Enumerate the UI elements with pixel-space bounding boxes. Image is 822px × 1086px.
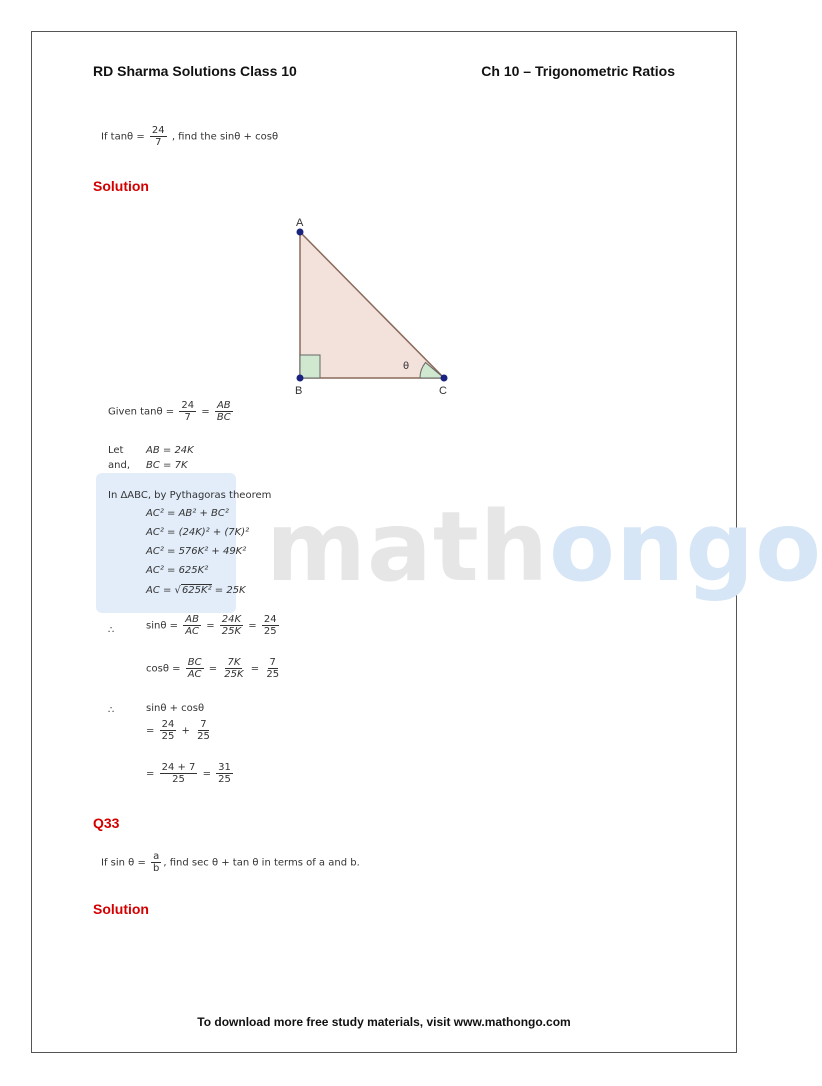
point-a (297, 229, 304, 236)
q33-text: If sin θ = $\frac{a}{b}$ , find sec θ + tan θ in terms of a and b. (101, 851, 360, 874)
triangle-abc (300, 232, 444, 378)
point-b (297, 375, 304, 382)
pythagoras-step-4: AC² = 625K² (146, 565, 209, 576)
footer-download-note: To download more free study materials, visit www.mathongo.com (197, 1015, 571, 1029)
triangle-figure (280, 210, 470, 400)
label-theta: θ (403, 361, 410, 372)
pythagoras-step-2: AC² = (24K)² + (7K)² (146, 527, 250, 538)
pythagoras-intro: In ΔABC, by Pythagoras theorem (108, 490, 272, 501)
given-line: Given tanθ = $\frac{24}{7}$ = $\frac{AB}{BC}$ (108, 400, 231, 423)
therefore-symbol-1: ∴ (108, 625, 115, 636)
sum-step-line-3: = $\frac{24 + 7}{25}$ = $\frac{31}{25}$ (146, 762, 231, 785)
watermark-text: mathongo (266, 491, 822, 603)
pythagoras-step-1: AC² = AB² + BC² (146, 508, 229, 519)
header-chapter-title: Ch 10 – Trigonometric Ratios (481, 63, 675, 79)
let-line-1: Let AB = 24K (108, 445, 194, 456)
right-angle-mark (300, 355, 320, 378)
pythagoras-step-5: AC = √625K² = 25K (146, 585, 246, 596)
therefore-symbol-2: ∴ (108, 705, 115, 716)
label-c: C (439, 385, 447, 397)
question-text: If tanθ = $\frac{24}{7}$ , find the sinθ + cosθ (101, 125, 279, 148)
header-book-title: RD Sharma Solutions Class 10 (93, 63, 297, 79)
label-a: A (296, 217, 304, 229)
label-b: B (295, 385, 303, 397)
q33-heading: Q33 (93, 815, 120, 831)
let-line-2: and, BC = 7K (108, 460, 188, 471)
sin-step: sinθ = $\frac{AB}{AC}$ = $\frac{24K}{25K}$ = $\frac{24}{25}$ (146, 614, 277, 637)
cos-step: cosθ = $\frac{BC}{AC}$ = $\frac{7K}{25K}$ = $\frac{7}{25}$ (146, 657, 280, 680)
sum-step-line-2: = $\frac{24}{25}$ + $\frac{7}{25}$ (146, 719, 210, 742)
solution-heading-2: Solution (93, 901, 149, 917)
solution-heading: Solution (93, 178, 149, 194)
sum-step-line-1: sinθ + cosθ (146, 703, 205, 714)
point-c (441, 375, 448, 382)
pythagoras-step-3: AC² = 576K² + 49K² (146, 546, 247, 557)
